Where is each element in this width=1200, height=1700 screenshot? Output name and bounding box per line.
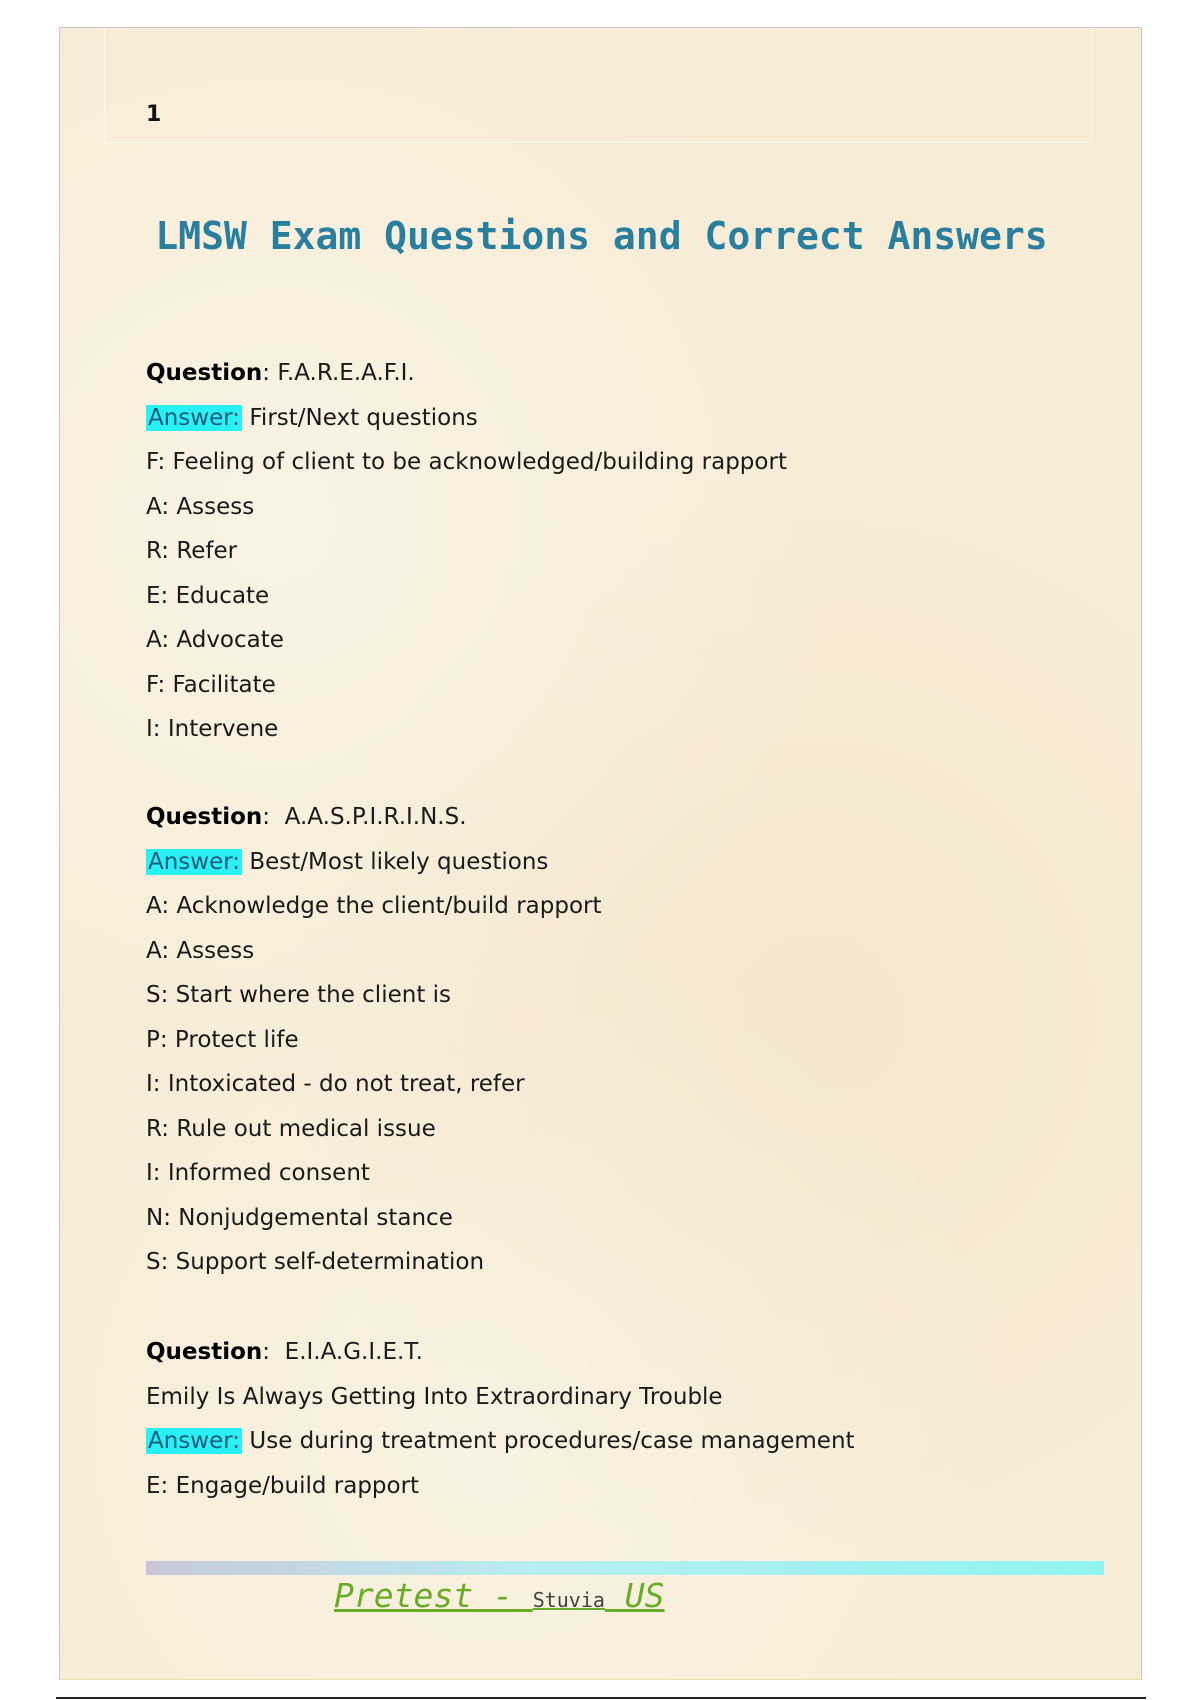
- page-number: 1: [146, 102, 162, 127]
- list-item: I: Intervene: [146, 716, 279, 742]
- list-item: S: Start where the client is: [146, 982, 452, 1008]
- list-item: A: Assess: [146, 937, 255, 964]
- header-box: [104, 28, 1092, 143]
- list-item: I: Informed consent: [146, 1160, 370, 1186]
- answer-text: Best/Most likely questions: [249, 848, 549, 875]
- list-item: N: Nonjudgemental stance: [146, 1204, 453, 1231]
- footer-divider: [146, 1561, 1104, 1575]
- list-item: E: Engage/build rapport: [146, 1472, 420, 1499]
- list-item: A: Acknowledge the client/build rapport: [146, 893, 602, 919]
- list-item: A: Assess: [146, 493, 255, 520]
- footer-country: US: [604, 1576, 665, 1615]
- document-page: [59, 27, 1142, 1680]
- question-line: Question: F.A.R.E.A.F.I.: [146, 360, 415, 386]
- list-item: R: Refer: [146, 538, 238, 564]
- question-text: A.A.S.P.I.R.I.N.S.: [284, 804, 467, 830]
- question-label: Question: [146, 804, 263, 830]
- question-line: Question: E.I.A.G.I.E.T.: [146, 1339, 423, 1365]
- qa-block-2: [146, 795, 1096, 1285]
- footer-watermark: [334, 1576, 665, 1615]
- answer-label: Answer:: [148, 1428, 241, 1454]
- page-bottom-rule: [56, 1697, 1146, 1699]
- question-line: Question: A.A.S.P.I.R.I.N.S.: [146, 804, 467, 830]
- answer-label: Answer:: [148, 848, 241, 875]
- answer-text: Use during treatment procedures/case management: [249, 1428, 855, 1454]
- qa-block-3: [146, 1330, 1096, 1508]
- list-item: S: Support self-determination: [146, 1249, 485, 1275]
- answer-text: First/Next questions: [249, 404, 478, 431]
- list-item: R: Rule out medical issue: [146, 1115, 436, 1142]
- list-item: E: Educate: [146, 582, 270, 609]
- answer-line: [146, 1419, 1096, 1464]
- qa-block-1: [146, 351, 1096, 752]
- question-text: F.A.R.E.A.F.I.: [277, 360, 415, 386]
- question-text: E.I.A.G.I.E.T.: [284, 1339, 423, 1365]
- question-label: Question: [146, 1339, 263, 1365]
- answer-line: [146, 840, 1096, 885]
- document-title: LMSW Exam Questions and Correct Answers: [155, 214, 1048, 258]
- footer-site: Stuvia: [532, 1588, 605, 1612]
- question-label: Question: [146, 360, 263, 386]
- footer-brand: Pretest -: [334, 1576, 533, 1615]
- mnemonic-line: Emily Is Always Getting Into Extraordinary Trouble: [146, 1383, 723, 1410]
- answer-label: Answer:: [148, 404, 241, 431]
- list-item: P: Protect life: [146, 1026, 299, 1053]
- answer-line: [146, 396, 1096, 441]
- list-item: F: Facilitate: [146, 671, 276, 698]
- list-item: A: Advocate: [146, 627, 284, 653]
- list-item: I: Intoxicated - do not treat, refer: [146, 1071, 525, 1097]
- list-item: F: Feeling of client to be acknowledged/building rapport: [146, 449, 787, 475]
